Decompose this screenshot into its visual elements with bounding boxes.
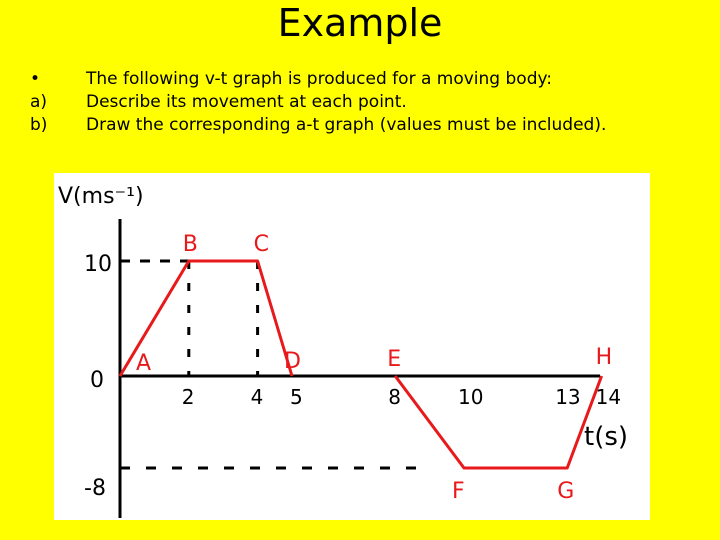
instruction-list [30,68,710,137]
x-tick-label: 8 [388,385,401,409]
y-tick-label: -8 [84,476,106,501]
list-item-text: Describe its movement at each point. [86,92,407,112]
x-axis-label: t(s) [584,422,629,452]
list-item [30,114,710,137]
point-label: E [387,347,402,372]
bullet-marker: • [30,69,41,89]
list-item [30,91,710,114]
y-axis-label: V(ms⁻¹) [58,184,144,209]
x-tick-label: 14 [595,385,622,409]
y-tick-label: 0 [90,368,104,393]
point-label: F [452,479,465,504]
x-tick-label: 4 [250,385,264,409]
point-label: A [136,351,152,376]
list-item-text: The following v-t graph is produced for a moving body: [86,69,553,89]
point-label: G [557,479,575,504]
point-label: D [284,349,301,374]
item-marker-a: a) [30,92,48,112]
x-tick-label: 2 [181,385,195,409]
slide-title: Example [277,1,443,45]
item-marker-b: b) [30,115,48,135]
vt-graph-panel [54,173,650,520]
list-item-text: Draw the corresponding a-t graph (values must be included). [86,115,607,135]
vt-graph [54,173,650,520]
y-tick-label: 10 [84,252,112,277]
x-tick-label: 5 [290,385,303,409]
x-tick-label: 13 [555,385,581,409]
list-item [30,68,710,91]
point-label: H [595,345,613,370]
point-label: C [253,232,269,257]
point-label: B [182,232,198,257]
x-tick-label: 10 [458,385,484,409]
